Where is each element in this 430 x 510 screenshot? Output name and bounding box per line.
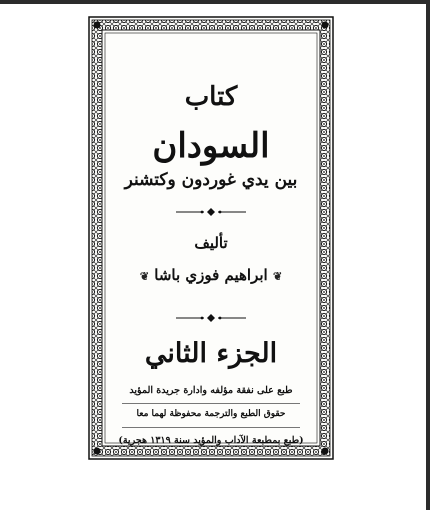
divider-line (122, 427, 300, 428)
book-title: السودان (152, 126, 270, 166)
book-subtitle: بين يدي غوردون وكتشنر (124, 170, 298, 190)
ornament-divider-icon (174, 314, 248, 322)
author-by-label: تأليف (194, 234, 228, 252)
press-line: (طبع بمطبعة الآداب والمؤيد سنة ١٣١٩ هجرية) (118, 435, 304, 446)
publisher-line: طبع على نفقة مؤلفه وادارة جريدة المؤيد (129, 385, 293, 396)
fleuron-icon: ❦ (139, 270, 150, 283)
volume-title: الجزء الثاني (144, 338, 278, 369)
author-line (112, 266, 310, 284)
viewer-top-bar (0, 0, 430, 4)
title-page-content (112, 38, 310, 446)
fleuron-icon: ❦ (272, 270, 283, 283)
divider-line (122, 403, 300, 404)
viewer-scrollbar[interactable] (426, 0, 430, 510)
ornament-divider-icon (174, 208, 248, 216)
author-name: ابراهيم فوزي باشا (154, 266, 268, 284)
title-page (88, 16, 334, 460)
rights-line: حقوق الطبع والترجمة محفوظة لهما معا (136, 409, 286, 419)
book-label: كتاب (184, 82, 238, 112)
